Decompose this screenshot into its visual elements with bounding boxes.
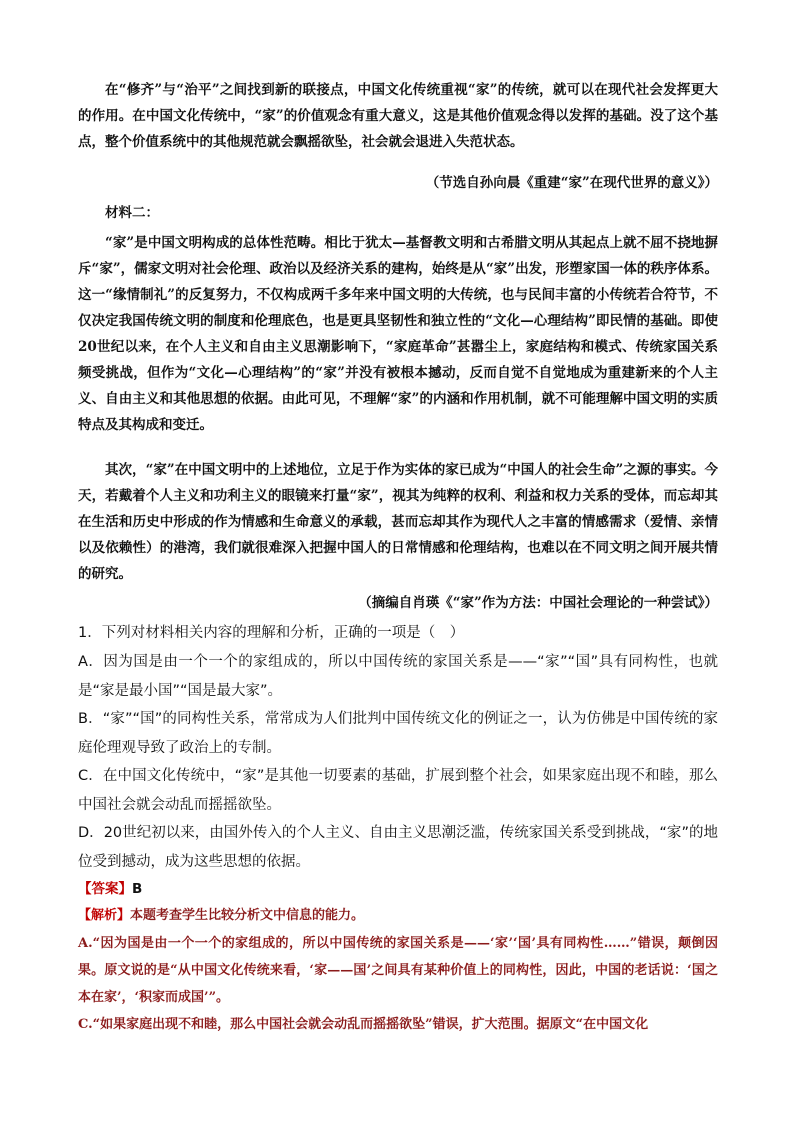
material2-paragraph-2: 其次，“家”在中国文明中的上述地位，立足于作为实体的家已成为“中国人的社会生命”之源的事实。今天，若戴着个人主义和功利主义的眼镜来打量“家”，视其为纯粹的权利、利益和权力关系的受体，而忘却其在生活和历史中形成的作为情感和生命意义的承载，甚而忘却其作为现代人之丰富的情感需求（爱情、亲情以及依赖性）的港湾，我们就很难深入把握中国人的日常情感和伦理结构，也难以在不同文明之间开展共情的研究。 <box>78 462 718 582</box>
analysis-tag: 【解析】 <box>78 908 131 923</box>
material2-source: （摘编自肖瑛《“家”作为方法：中国社会理论的一种尝试》） <box>358 595 718 611</box>
material2-paragraph-1: “家”是中国文明构成的总体性范畴。相比于犹太—基督教文明和古希腊文明从其起点上就不屈不挠地摒斥“家”，儒家文明对社会伦理、政治以及经济关系的建构，始终是从“家”出发，形塑家国一体的秩序体系。这一“缘情制礼”的反复努力，不仅构成两千多年来中国文明的大传统，也与民间丰富的小传统若合符节，不仅决定我国传统文明的制度和伦理底色，也是更具坚韧性和独立性的“文化—心理结构”即民情的基础。即使20世纪以来，在个人主义和自由主义思潮影响下，“家庭革命”甚嚣尘上，家庭结构和模式、传统家国关系频受挑战，但作为“文化—心理结构”的“家”并没有被根本撼动，反而自觉不自觉地成为重建新来的个人主义、自由主义和其他思想的依据。由此可见，不理解“家”的内涵和作用机制，就不可能理解中国文明的实质特点及其构成和变迁。 <box>78 235 718 433</box>
question-stem: 1．下列对材料相关内容的理解和分析，正确的一项是（ ） <box>78 625 465 641</box>
option-a: A．因为国是由一个一个的家组成的，所以中国传统的家国关系是——“家”“国”具有同构性，也就是“家是最小国”“国是最大家”。 <box>78 654 718 699</box>
analysis-intro: 本题考查学生比较分析文中信息的能力。 <box>130 908 365 923</box>
answer-tag: 【答案】 <box>78 881 132 897</box>
answer-line <box>78 876 718 902</box>
answer-value: B <box>132 881 143 897</box>
option-b: B．“家”“国”的同构性关系，常常成为人们批判中国传统文化的例证之一，认为仿佛是中国传统的家庭伦理观导致了政治上的专制。 <box>78 711 718 756</box>
material1-source: （节选自孙向晨《重建“家”在现代世界的意义》） <box>425 175 718 191</box>
material2-heading: 材料二： <box>105 205 159 221</box>
analysis-option-a: A.“因为国是由一个一个的家组成的，所以中国传统的家国关系是——‘家’‘国’具有同构性……”错误，颠倒因果。原文说的是“从中国文化传统来看，‘家——国’之间具有某种价值上的同构性，因此，中国的老话说：‘国之本在家’，‘积家而成国’”。 <box>78 936 718 1005</box>
option-c: C．在中国文化传统中，“家”是其他一切要素的基础，扩展到整个社会，如果家庭出现不和睦，那么中国社会就会动乱而摇摇欲坠。 <box>78 768 718 813</box>
option-d: D．20世纪初以来，由国外传入的个人主义、自由主义思潮泛滥，传统家国关系受到挑战，“家”的地位受到撼动，成为这些思想的依据。 <box>78 825 718 870</box>
material1-paragraph: 在“修齐”与“治平”之间找到新的联接点，中国文化传统重视“家”的传统，就可以在现代社会发挥更大的作用。在中国文化传统中，“家”的价值观念有重大意义，这是其他价值观念得以发挥的基础。没了这个基点，整个价值系统中的其他规范就会飘摇欲坠，社会就会退进入失范状态。 <box>78 82 718 150</box>
analysis-option-c: C.“如果家庭出现不和睦，那么中国社会就会动乱而摇摇欲坠”错误，扩大范围。据原文“在中国文化 <box>78 1017 649 1032</box>
analysis-intro-line <box>78 902 718 929</box>
